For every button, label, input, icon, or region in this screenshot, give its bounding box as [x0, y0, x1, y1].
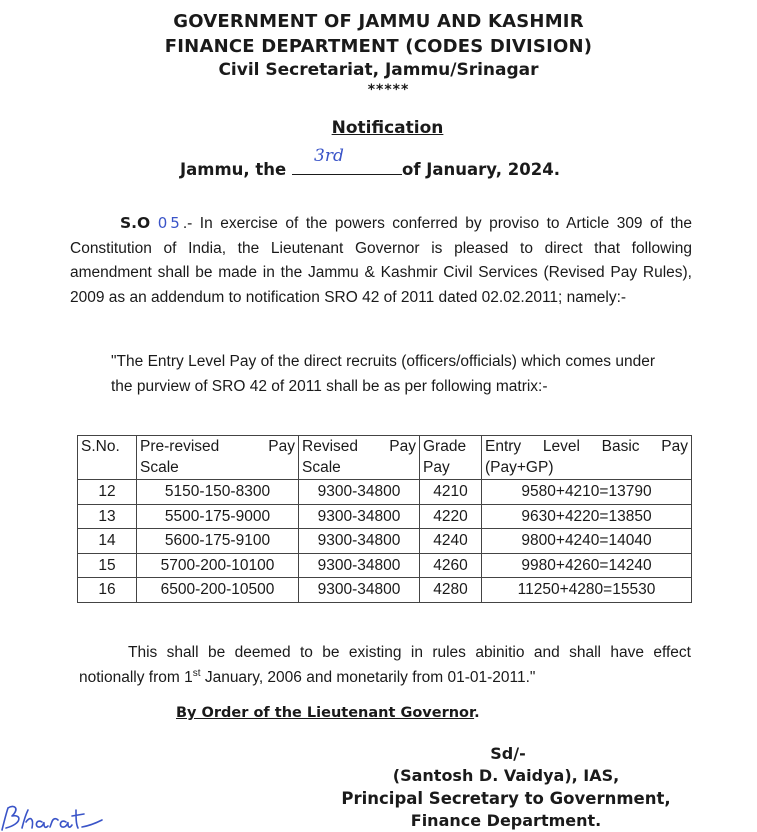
table-row: [78, 578, 692, 603]
header-government: GOVERNMENT OF JAMMU AND KASHMIR: [173, 11, 584, 32]
handwritten-initials-signature: [0, 800, 108, 832]
table-row: [78, 480, 692, 505]
cell-entry: 11250+4280=15530: [482, 578, 692, 603]
table-row: [78, 529, 692, 554]
header-stars: *****: [367, 82, 410, 98]
order-paragraph: [70, 211, 692, 310]
so-label: S.O: [120, 214, 151, 232]
quote-intro: "The Entry Level Pay of the direct recruits (officers/officials) which comes under the purview of SRO 42 of 2011 shall be as per following matrix:-: [111, 353, 655, 395]
notification-title: Notification: [331, 118, 444, 138]
cell-pre-revised: 5500-175-9000: [137, 504, 299, 529]
header-grade-pay: Grade Pay: [420, 436, 482, 480]
header-secretariat: Civil Secretariat, Jammu/Srinagar: [218, 60, 539, 80]
cell-sno: 13: [78, 504, 137, 529]
table-header-row: [78, 436, 692, 480]
header-department: FINANCE DEPARTMENT (CODES DIVISION): [164, 36, 593, 57]
cell-revised: 9300-34800: [299, 578, 420, 603]
cell-sno: 16: [78, 578, 137, 603]
cell-entry: 9800+4240=14040: [482, 529, 692, 554]
header-sno: S.No.: [78, 436, 137, 480]
cell-entry: 9630+4220=13850: [482, 504, 692, 529]
signatory-name: (Santosh D. Vaidya), IAS,: [392, 766, 620, 785]
handwritten-day: 3rd: [314, 146, 344, 166]
by-order-line: By Order of the Lieutenant Governor.: [176, 705, 480, 721]
header-revised: Revised Pay Scale: [299, 436, 420, 480]
cell-pre-revised: 5600-175-9100: [137, 529, 299, 554]
cell-revised: 9300-34800: [299, 480, 420, 505]
cell-grade: 4240: [420, 529, 482, 554]
cell-revised: 9300-34800: [299, 504, 420, 529]
signatory-department: Finance Department.: [410, 811, 602, 830]
cell-grade: 4280: [420, 578, 482, 603]
cell-revised: 9300-34800: [299, 553, 420, 578]
header-pre-revised: Pre-revised Pay Scale: [137, 436, 299, 480]
dateline: [180, 146, 560, 179]
dateline-suffix: of January, 2024.: [402, 160, 560, 179]
pay-matrix-table: [77, 435, 692, 603]
cell-grade: 4210: [420, 480, 482, 505]
signature-sd: Sd/-: [490, 744, 526, 763]
closing-paragraph: This shall be deemed to be existing in rules abinitio and shall have effect notionally from 1st January, 2006 and monetarily from 01-01-2011.": [79, 644, 691, 686]
cell-entry: 9580+4210=13790: [482, 480, 692, 505]
order-body: .- In exercise of the powers conferred by proviso to Article 309 of the Constitution of India, the Lieutenant Governor is pleased to direct that following amendment shall be made in the Jammu & Kashmir Civil Services (Revised Pay Rules), 2009 as an addendum to notification SRO 42 of 2011 dated 02.02.2011; namely:-: [70, 215, 693, 306]
cell-sno: 12: [78, 480, 137, 505]
cell-revised: 9300-34800: [299, 529, 420, 554]
header-entry-level: Entry Level Basic Pay (Pay+GP): [482, 436, 692, 480]
dateline-prefix: Jammu, the: [180, 160, 292, 179]
cell-sno: 15: [78, 553, 137, 578]
signatory-designation: Principal Secretary to Government,: [341, 789, 671, 808]
cell-pre-revised: 6500-200-10500: [137, 578, 299, 603]
table-row: [78, 504, 692, 529]
cell-sno: 14: [78, 529, 137, 554]
cell-grade: 4260: [420, 553, 482, 578]
table-row: [78, 553, 692, 578]
so-number: 05: [157, 214, 183, 232]
cell-entry: 9980+4260=14240: [482, 553, 692, 578]
cell-grade: 4220: [420, 504, 482, 529]
cell-pre-revised: 5150-150-8300: [137, 480, 299, 505]
cell-pre-revised: 5700-200-10100: [137, 553, 299, 578]
date-blank: [292, 146, 402, 175]
